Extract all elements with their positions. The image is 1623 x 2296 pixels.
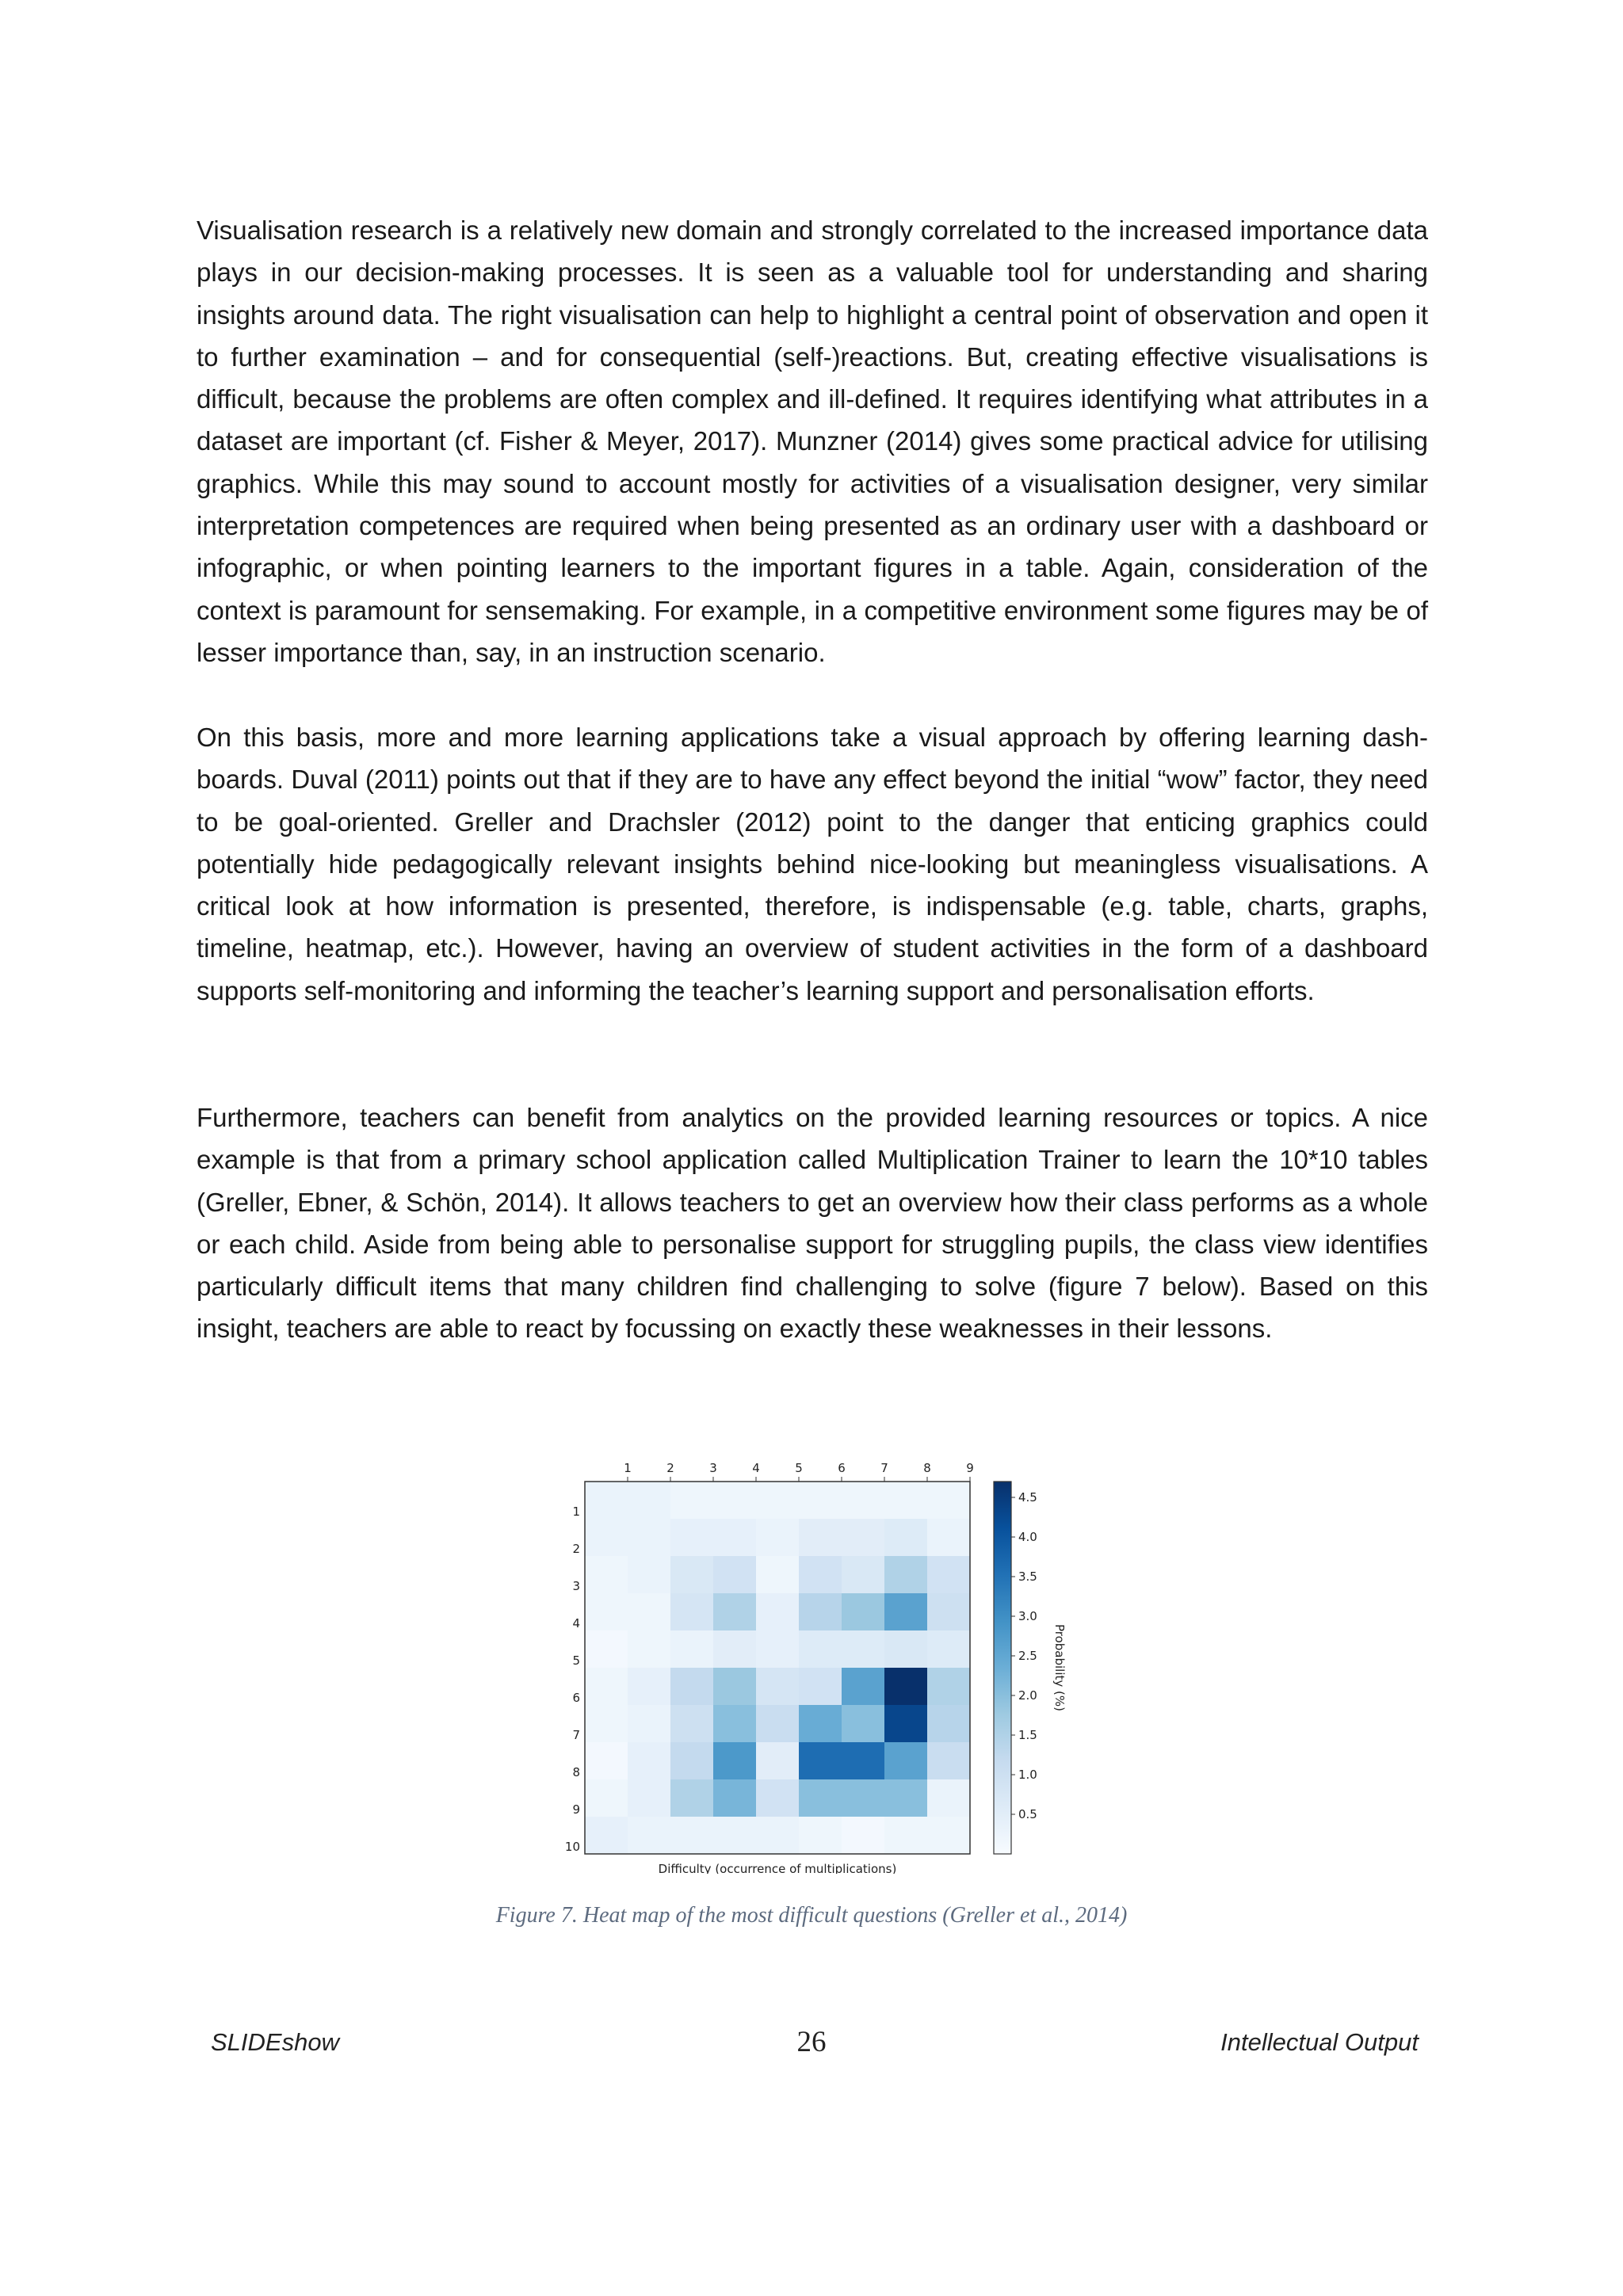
heatmap-cell xyxy=(756,1630,799,1668)
heatmap-cell xyxy=(670,1779,713,1817)
heatmap-cell xyxy=(628,1668,670,1705)
heatmap-cell xyxy=(927,1630,970,1668)
heatmap-cell xyxy=(713,1482,756,1519)
heatmap-cell xyxy=(927,1556,970,1593)
heatmap-cell xyxy=(799,1705,842,1742)
x-tick-label: 8 xyxy=(923,1461,931,1475)
heatmap-cell xyxy=(927,1668,970,1705)
colorbar xyxy=(994,1482,1011,1854)
heatmap-cell xyxy=(628,1556,670,1593)
heatmap-cell xyxy=(927,1519,970,1556)
heatmap-cell xyxy=(799,1482,842,1519)
heatmap-cell xyxy=(585,1742,628,1779)
x-tick-label: 1 xyxy=(624,1461,632,1475)
colorbar-label: Probability (%) xyxy=(1052,1623,1067,1712)
heatmap-cell xyxy=(756,1705,799,1742)
y-tick-label: 2 xyxy=(572,1542,580,1556)
paragraph-visualisation-research: Visualisation research is a relatively new domain and strongly correlated to the increased importance data plays in our decision-making processes. It is seen as a valuable tool for understanding and sharing insights around data. The right visualisation can help to highlight a central point of observation and open it to further examination – and for consequential (self-)reactions. But, creating effective visualisations is difficult, because the problems are often complex and ill-defined. It requires identifying what attributes in a dataset are important (cf. Fisher & Meyer, 2017). Munzner (2014) gives some practical advice for utilising graphics. While this may sound to account mostly for activities of a visualisation designer, very similar interpretation competences are required when being presented as an ordinary user with a dashboard or infographic, or when pointing learners to the important figures in a table. Again, consideration of the context is paramount for sensemaking. For example, in a competitive environment some figures may be of lesser importance than, say, in an instruction scenario. xyxy=(197,215,1428,667)
heatmap-cell xyxy=(842,1482,884,1519)
heatmap-cell xyxy=(670,1630,713,1668)
footer-title: SLIDEshow xyxy=(211,2028,339,2056)
heatmap-cell xyxy=(756,1482,799,1519)
heatmap-cell xyxy=(585,1779,628,1817)
heatmap-cell xyxy=(670,1668,713,1705)
y-tick-label: 4 xyxy=(572,1616,580,1630)
heatmap-cell xyxy=(713,1742,756,1779)
x-tick-label: 3 xyxy=(709,1461,717,1475)
heatmap-cell xyxy=(713,1817,756,1854)
heatmap-cell xyxy=(756,1742,799,1779)
y-tick-label: 9 xyxy=(572,1802,580,1817)
x-tick-label: 4 xyxy=(752,1461,760,1475)
heatmap-cell xyxy=(628,1779,670,1817)
x-axis-label: Difficulty (occurrence of multiplications) xyxy=(658,1862,897,1874)
y-tick-label: 1 xyxy=(572,1505,580,1519)
heatmap-cell xyxy=(585,1556,628,1593)
colorbar-tick-label: 1.5 xyxy=(1018,1728,1037,1742)
heatmap-cell xyxy=(842,1556,884,1593)
heatmap-cell xyxy=(585,1482,628,1519)
x-tick-label: 2 xyxy=(666,1461,674,1475)
heatmap-cell xyxy=(799,1742,842,1779)
heatmap-cell xyxy=(756,1556,799,1593)
heatmap-cell xyxy=(884,1482,927,1519)
colorbar-tick-label: 2.5 xyxy=(1018,1649,1037,1663)
heatmap-cell xyxy=(628,1593,670,1630)
heatmap-cell xyxy=(799,1556,842,1593)
heatmap-cell xyxy=(670,1742,713,1779)
heatmap-cell xyxy=(842,1779,884,1817)
heatmap-cell xyxy=(670,1817,713,1854)
heatmap-cell xyxy=(842,1817,884,1854)
x-tick-label: 9 xyxy=(966,1461,974,1475)
footer-output: Intellectual Output xyxy=(1220,2028,1419,2056)
heatmap-cell xyxy=(927,1742,970,1779)
heatmap-cell xyxy=(842,1742,884,1779)
heatmap-cell xyxy=(884,1817,927,1854)
heatmap-cell xyxy=(799,1519,842,1556)
heatmap-cell xyxy=(842,1705,884,1742)
heatmap-cell xyxy=(713,1519,756,1556)
heatmap-cell xyxy=(585,1519,628,1556)
colorbar-tick-label: 3.0 xyxy=(1018,1609,1037,1623)
heatmap-cell xyxy=(799,1779,842,1817)
heatmap-cell xyxy=(927,1482,970,1519)
heatmap-cell xyxy=(756,1779,799,1817)
y-tick-label: 3 xyxy=(572,1579,580,1593)
page-number: 26 xyxy=(796,2026,827,2058)
heatmap-cell xyxy=(713,1705,756,1742)
heatmap-cell xyxy=(585,1593,628,1630)
heatmap-cell xyxy=(842,1519,884,1556)
heatmap-cell xyxy=(884,1668,927,1705)
colorbar-tick-label: 4.0 xyxy=(1018,1530,1037,1544)
heatmap-figure xyxy=(523,1446,1078,1874)
heatmap-cell xyxy=(756,1817,799,1854)
heatmap-cell xyxy=(842,1593,884,1630)
heatmap-cell xyxy=(884,1519,927,1556)
y-tick-label: 5 xyxy=(572,1653,580,1668)
heatmap-cell xyxy=(585,1817,628,1854)
figure-caption: Figure 7. Heat map of the most difficult questions (Greller et al., 2014) xyxy=(495,1903,1128,1928)
heatmap-cell xyxy=(670,1482,713,1519)
heatmap-cell xyxy=(670,1556,713,1593)
heatmap-cell xyxy=(884,1556,927,1593)
heatmap-cell xyxy=(884,1742,927,1779)
x-tick-label: 7 xyxy=(880,1461,888,1475)
heatmap-cell xyxy=(842,1630,884,1668)
heatmap-cell xyxy=(670,1705,713,1742)
y-tick-label: 6 xyxy=(572,1691,580,1705)
heatmap-cell xyxy=(799,1817,842,1854)
heatmap-cell xyxy=(713,1593,756,1630)
colorbar-tick-label: 0.5 xyxy=(1018,1807,1037,1821)
heatmap-cell xyxy=(713,1779,756,1817)
colorbar-tick-label: 4.5 xyxy=(1018,1490,1037,1505)
heatmap-cell xyxy=(713,1668,756,1705)
heatmap-cell xyxy=(670,1519,713,1556)
heatmap-cell xyxy=(713,1556,756,1593)
heatmap-cell xyxy=(799,1630,842,1668)
heatmap-cell xyxy=(756,1519,799,1556)
colorbar-tick-label: 3.5 xyxy=(1018,1569,1037,1584)
heatmap-cell xyxy=(713,1630,756,1668)
heatmap-cell xyxy=(927,1593,970,1630)
heatmap-cell xyxy=(585,1705,628,1742)
colorbar-tick-label: 1.0 xyxy=(1018,1768,1037,1782)
heatmap-cell xyxy=(628,1817,670,1854)
heatmap-cell xyxy=(756,1668,799,1705)
y-tick-label: 8 xyxy=(572,1765,580,1779)
heatmap-cell xyxy=(927,1779,970,1817)
heatmap-cell xyxy=(884,1593,927,1630)
heatmap-cell xyxy=(628,1482,670,1519)
heatmap-chart xyxy=(523,1446,1078,1874)
heatmap-cell xyxy=(628,1742,670,1779)
heatmap-cell xyxy=(756,1593,799,1630)
paragraph-learning-dashboards: On this basis, more and more learning applications take a visual approach by offering learning dashboards. Duval (2011) points out that if they are to have any effect beyond the initial “wow” factor, they need to be goal-oriented. Greller and Drachsler (2012) point to the danger that enticing graphics could potentially hide pedagogically relevant insights behind nice-looking but meaningless visualisations. A critical look at how information is presented, therefore, is indispensable (e.g. table, charts, graphs, timeline, heatmap, etc.). However, having an overview of student activities in the form of a dashboard supports self-monitoring and informing the teacher’s learning support and personalisation efforts. xyxy=(197,723,1428,1005)
heatmap-cell xyxy=(585,1668,628,1705)
y-tick-label: 10 xyxy=(564,1840,580,1854)
heatmap-cell xyxy=(884,1705,927,1742)
heatmap-cell xyxy=(842,1668,884,1705)
paragraph-multiplication-trainer: Furthermore, teachers can benefit from analytics on the provided learning resources or topics. A nice example is that from a primary school application called Multiplication Trainer to learn the 10*10 tables (Greller, Ebner, & Schön, 2014). It allows teachers to get an overview how their class performs as a whole or each child. Aside from being able to personalise support for struggling pupils, the class view identifies particularly difficult items that many children find challenging to solve (figure 7 below). Based on this insight, teachers are able to react by focussing on exactly these weaknesses in their lessons. xyxy=(197,1103,1428,1344)
heatmap-cell xyxy=(884,1630,927,1668)
heatmap-cell xyxy=(884,1779,927,1817)
heatmap-cell xyxy=(628,1519,670,1556)
heatmap-cell xyxy=(585,1630,628,1668)
heatmap-cell xyxy=(799,1668,842,1705)
heatmap-cell xyxy=(628,1630,670,1668)
x-tick-label: 5 xyxy=(795,1461,803,1475)
y-tick-label: 7 xyxy=(572,1728,580,1742)
heatmap-cell xyxy=(927,1705,970,1742)
x-tick-label: 6 xyxy=(838,1461,846,1475)
heatmap-cell xyxy=(670,1593,713,1630)
heatmap-cell xyxy=(927,1817,970,1854)
colorbar-tick-label: 2.0 xyxy=(1018,1688,1037,1703)
heatmap-cell xyxy=(799,1593,842,1630)
heatmap-cell xyxy=(628,1705,670,1742)
